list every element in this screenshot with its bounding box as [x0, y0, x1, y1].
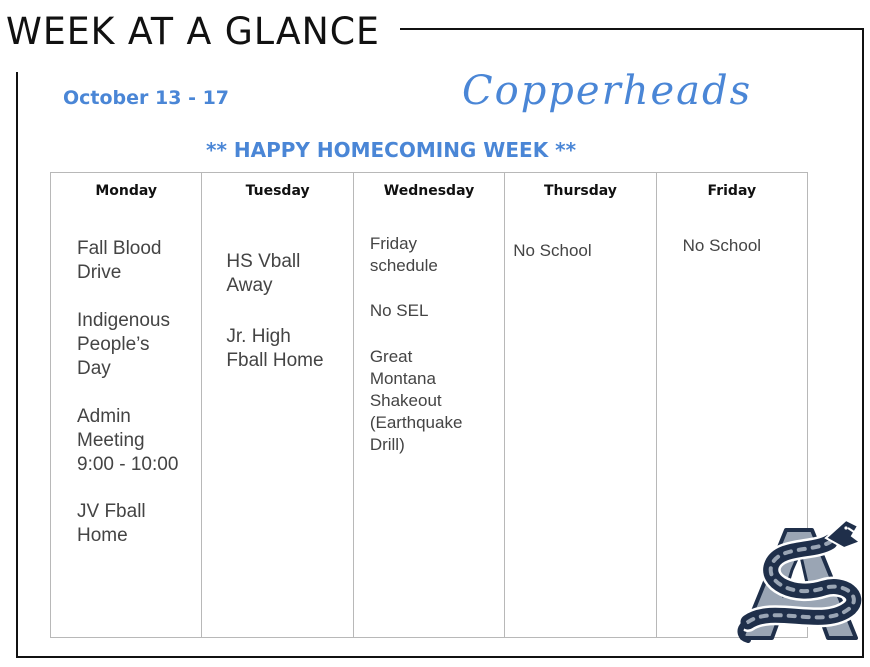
event-no-school-thursday: No School — [513, 241, 592, 260]
day-header-wednesday: Wednesday — [383, 183, 475, 199]
weekly-schedule-table — [50, 172, 808, 638]
frame-top-line — [400, 28, 864, 30]
day-header-friday: Friday — [707, 183, 757, 199]
event-jr-high-fball-home: Jr. High Fball Home — [226, 326, 324, 371]
team-name: Copperheads — [462, 68, 753, 114]
page-title: WEEK AT A GLANCE — [6, 10, 380, 53]
event-friday-schedule: Friday schedule — [369, 234, 438, 275]
event-jv-fball-home: JV Fball Home — [77, 501, 146, 546]
day-column-thursday — [505, 173, 656, 637]
day-column-monday — [51, 173, 202, 637]
frame-left-line — [16, 72, 18, 658]
day-header-thursday: Thursday — [543, 183, 617, 199]
snake-letter-a-logo-icon — [734, 512, 862, 646]
day-header-monday: Monday — [95, 183, 158, 199]
event-great-montana-shakeout: Great Montana Shakeout (Earthquake Drill) — [369, 347, 463, 454]
day-header-tuesday: Tuesday — [245, 183, 310, 199]
date-range: October 13 - 17 — [63, 87, 230, 109]
event-admin-meeting: Admin Meeting 9:00 - 10:00 — [77, 406, 179, 475]
day-column-wednesday — [354, 173, 505, 637]
frame-right-line — [862, 28, 864, 658]
event-no-sel: No SEL — [369, 301, 429, 320]
homecoming-banner: ** HAPPY HOMECOMING WEEK ** — [206, 138, 577, 162]
event-hs-vball-away: HS Vball Away — [226, 251, 301, 296]
event-no-school-friday: No School — [682, 236, 762, 255]
event-indigenous-peoples-day: Indigenous People’s Day — [77, 310, 170, 379]
event-fall-blood-drive: Fall Blood Drive — [77, 238, 162, 283]
day-column-tuesday — [202, 173, 353, 637]
frame-bottom-line — [16, 656, 864, 658]
